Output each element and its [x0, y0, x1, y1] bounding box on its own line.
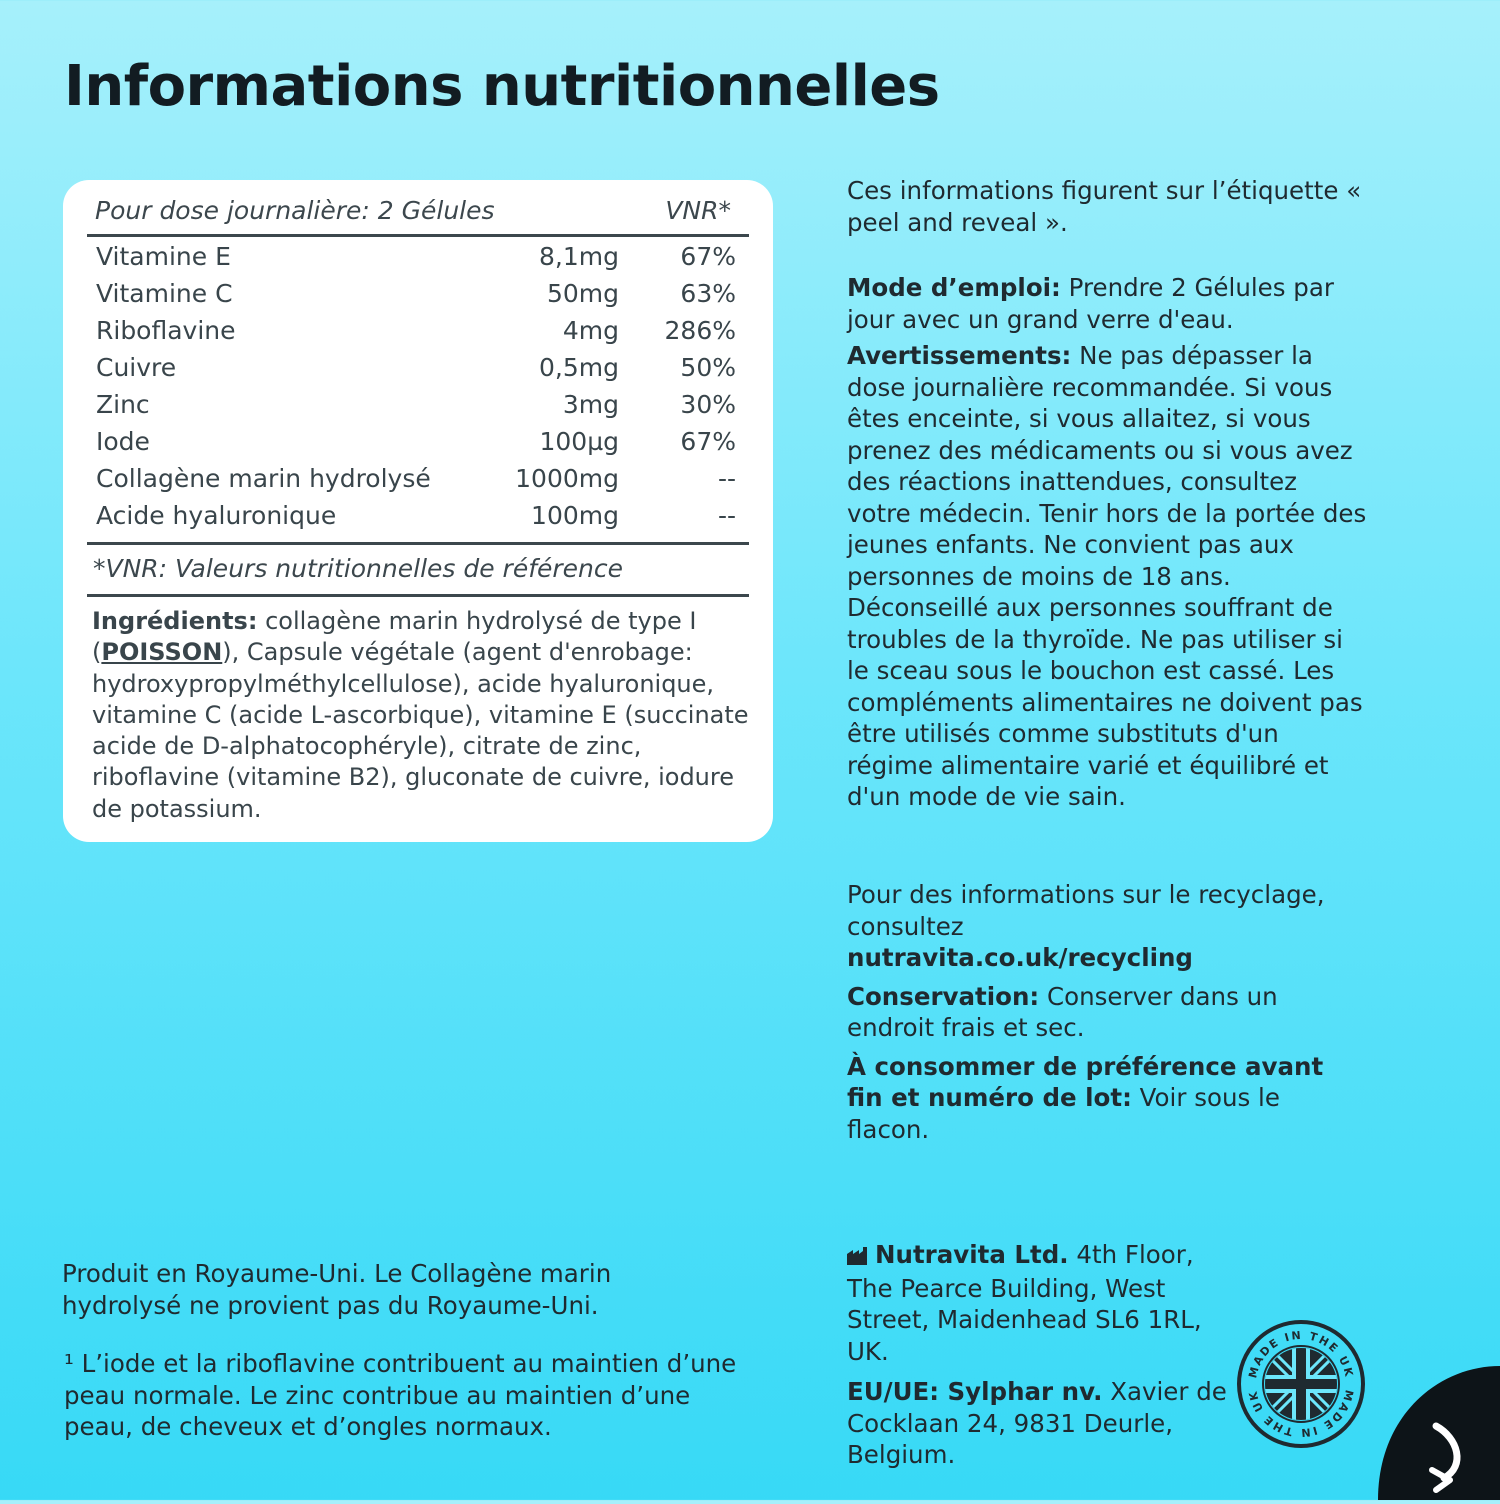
origin-paragraph: Produit en Royaume-Uni. Le Collagène marin hydrolysé ne provient pas du Royaume-Uni. [62, 1259, 612, 1320]
nutrient-name: Collagène marin hydrolysé [96, 464, 431, 493]
ingredients-part: collagène marin hydrolysé de type I ( [92, 607, 697, 667]
nutrient-amount: 3mg [562, 390, 619, 419]
nutrient-name: Acide hyaluronique [96, 501, 337, 530]
table-row [96, 279, 736, 316]
claim-text [64, 1348, 764, 1443]
nutrient-name: Vitamine C [96, 279, 233, 308]
nutrition-card [63, 180, 773, 842]
badge-text-top: MADE IN THE UK [1246, 1328, 1356, 1380]
nutrient-name: Vitamine E [96, 242, 231, 271]
usage-label: Mode d’emploi: [847, 273, 1061, 302]
recycling-text: Pour des informations sur le recyclage, consultez [847, 880, 1325, 941]
storage-text: Conserver dans un endroit frais et sec. [847, 981, 1278, 1042]
storage-paragraph [847, 981, 1367, 1044]
nutrient-vnr: 63% [680, 279, 736, 308]
nutrient-name: Cuivre [96, 353, 177, 382]
manufacturer-paragraph [847, 1239, 1237, 1367]
dose-label: Pour dose journalière: 2 Gélules [95, 196, 495, 225]
divider [87, 234, 749, 237]
page-title: Informations nutritionnelles [64, 54, 940, 119]
eu-paragraph [847, 1376, 1237, 1471]
manufacturer-address: 4th Floor, The Pearce Building, West Street, Maidenhead SL6 1RL, UK. [847, 1240, 1202, 1366]
table-row [96, 501, 736, 538]
nutrient-name: Zinc [96, 390, 150, 419]
table-row [96, 390, 736, 427]
table-row [96, 464, 736, 501]
nutrient-table [96, 242, 736, 538]
origin-text [62, 1258, 662, 1321]
nutrient-vnr: -- [717, 501, 736, 530]
vnr-footnote: *VNR: Valeurs nutritionnelles de référence [93, 554, 624, 583]
table-row [96, 427, 736, 464]
eu-label: EU/UE: Sylphar nv. [847, 1377, 1103, 1406]
recycling-link[interactable]: nutravita.co.uk/recycling [847, 943, 1193, 972]
made-in-uk-badge [1236, 1319, 1366, 1449]
manufacturer-name: Nutravita Ltd. [875, 1240, 1069, 1269]
allergen: POISSON [101, 638, 223, 667]
union-flag-icon [1261, 1344, 1341, 1424]
table-row [96, 316, 736, 353]
ingredients-text [92, 606, 762, 825]
nutrient-amount: 4mg [562, 316, 619, 345]
usage-text: Prendre 2 Gélules par jour avec un grand verre d'eau. [847, 273, 1334, 334]
nutrient-vnr: 67% [680, 242, 736, 271]
corner-tab[interactable] [1378, 1366, 1500, 1500]
usage-paragraph [847, 272, 1367, 335]
usage-block [847, 272, 1367, 813]
nutrient-vnr: 67% [680, 427, 736, 456]
ingredients-label: Ingrédients: [92, 607, 258, 635]
recycling-paragraph [847, 879, 1367, 974]
nutrient-vnr: 30% [680, 390, 736, 419]
nutrient-amount: 50mg [546, 279, 619, 308]
warnings-label: Avertissements: [847, 341, 1072, 370]
eu-address: Xavier de Cocklaan 24, 9831 Deurle, Belgium. [847, 1377, 1227, 1469]
nutrient-amount: 100mg [531, 501, 619, 530]
nutrient-amount: 100µg [539, 427, 619, 456]
intro-text [847, 175, 1367, 238]
nutrient-amount: 0,5mg [539, 353, 619, 382]
nutrient-name: Riboflavine [96, 316, 236, 345]
divider [87, 542, 749, 545]
warnings-paragraph [847, 340, 1367, 813]
manufacturer-block [847, 1239, 1237, 1471]
bestbefore-text: Voir sous le flacon. [847, 1083, 1280, 1144]
badge-text-bottom: MADE IN THE UK [1246, 1388, 1356, 1440]
storage-label: Conservation: [847, 981, 1040, 1011]
claim-paragraph: ¹ L’iode et la riboflavine contribuent au maintien d’une peau normale. Le zinc contribue au maintien d’une peau, de cheveux et d’ongles normaux. [64, 1349, 737, 1441]
intro-paragraph: Ces informations figurent sur l’étiquette « peel and reveal ». [847, 176, 1362, 237]
table-header [95, 196, 749, 225]
nutrient-vnr: -- [717, 464, 736, 493]
bestbefore-label: À consommer de préférence avant fin et numéro de lot: [847, 1051, 1324, 1112]
table-row [96, 353, 736, 390]
recycling-block [847, 879, 1367, 1145]
nutrient-vnr: 50% [680, 353, 736, 382]
nutrient-amount: 1000mg [515, 464, 619, 493]
warnings-text: Ne pas dépasser la dose journalière recommandée. Si vous êtes enceinte, si vous allaitez, si vous prenez des médicaments ou si vous avez des réactions inattendues, consultez votre médecin. Tenir hors de la portée des jeunes enfants. Ne convient pas aux personnes de moins de 18 ans. Déconseillé aux personnes souffrant de troubles de la thyroïde. Ne pas utiliser si le sceau sous le bouchon est cassé. Les compléments alimentaires ne doivent pas être utilisés comme substituts d'un régime alimentaire varié et équilibré et d'un mode de vie sain. [847, 341, 1367, 811]
factory-icon [847, 1241, 869, 1273]
nutrient-vnr: 286% [664, 316, 736, 345]
ingredients-part: ), Capsule végétale (agent d'enrobage: hydroxypropylméthylcellulose), acide hyaluronique, vitamine C (acide L-ascorbique), vitamine E (succinate acide de D-alphatocophéryle), citrate de zinc, riboflavine (vitamine B2), gluconate de cuivre, iodure de potassium. [92, 638, 749, 823]
table-row [96, 242, 736, 279]
divider [87, 594, 749, 597]
vnr-header: VNR* [665, 196, 731, 225]
bestbefore-paragraph [847, 1051, 1347, 1146]
nutrient-name: Iode [96, 427, 150, 456]
nutrient-amount: 8,1mg [539, 242, 619, 271]
